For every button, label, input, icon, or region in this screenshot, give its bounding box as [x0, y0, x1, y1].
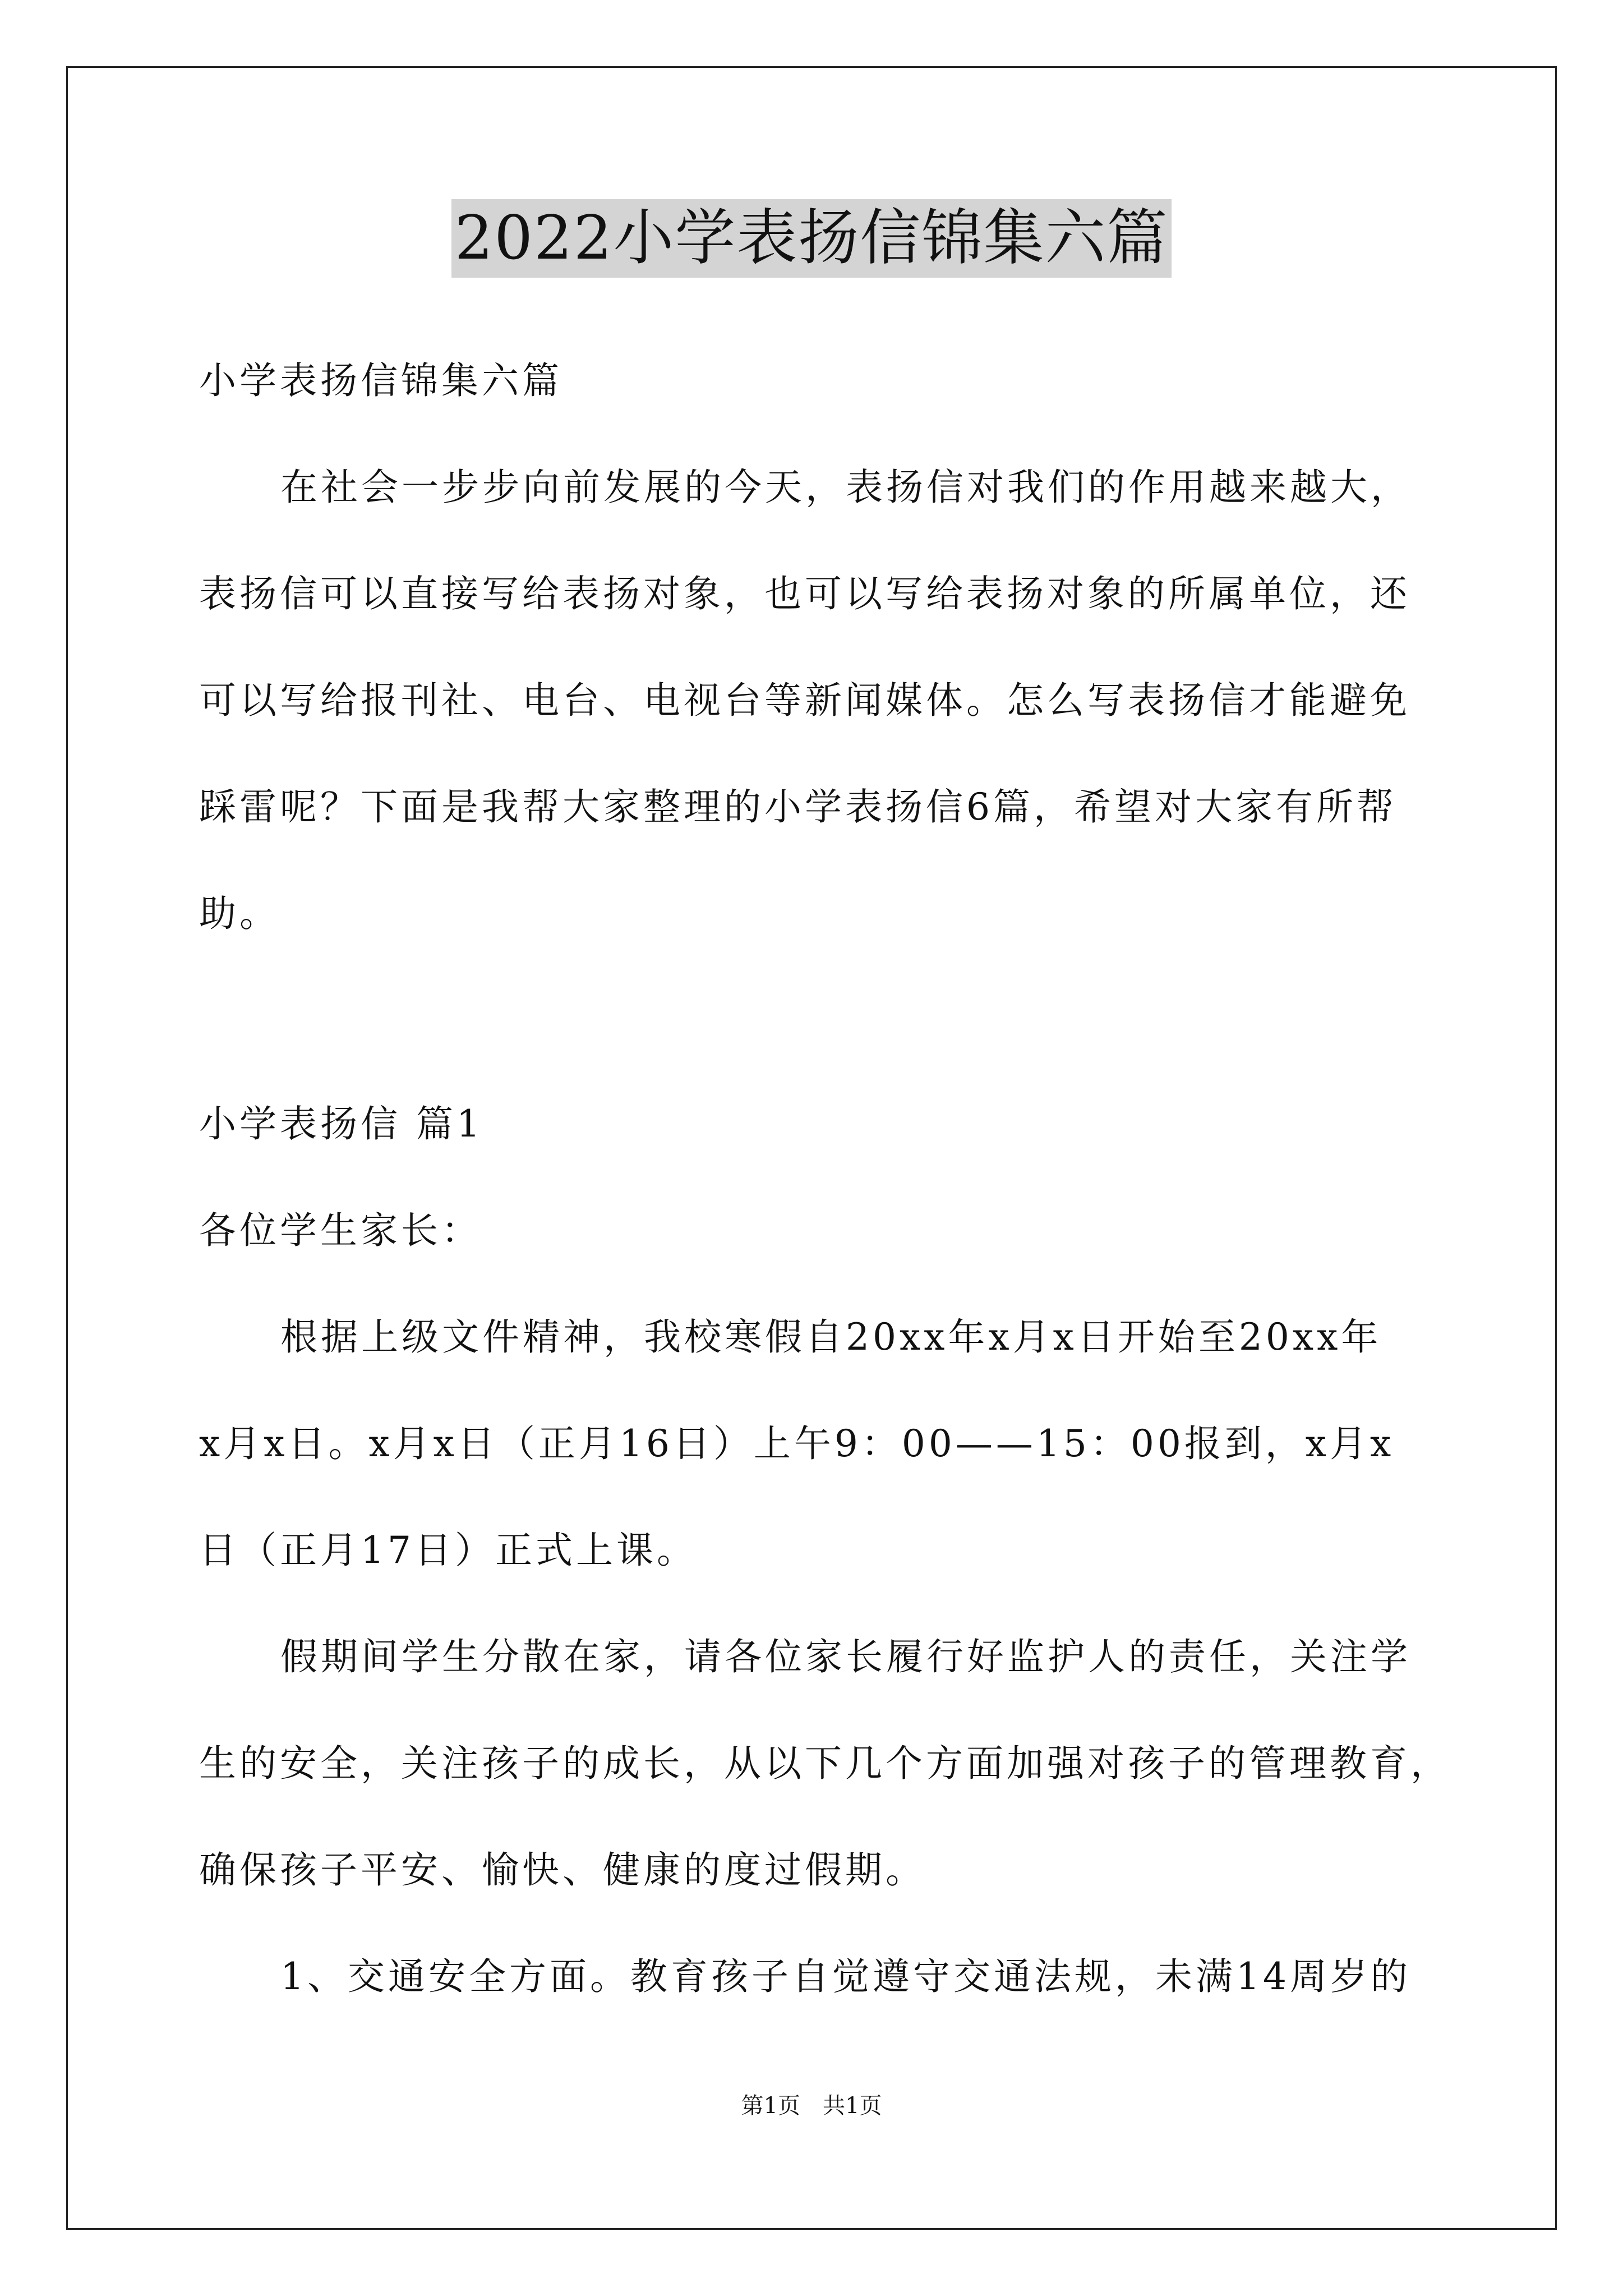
paragraph-line: 助。	[199, 892, 280, 935]
document-title: 2022小学表扬信锦集六篇	[451, 199, 1172, 278]
section-heading: 小学表扬信 篇1	[199, 1102, 483, 1145]
page-footer	[0, 2088, 1623, 2120]
paragraph-line: 表扬信可以直接写给表扬对象，也可以写给表扬对象的所属单位，还	[199, 572, 1410, 615]
page-number: 第1页	[741, 2093, 800, 2119]
paragraph-line: 确保孩子平安、愉快、健康的度过假期。	[199, 1848, 926, 1892]
paragraph-line: 可以写给报刊社、电台、电视台等新闻媒体。怎么写表扬信才能避免	[199, 679, 1410, 722]
paragraph-line: 生的安全，关注孩子的成长，从以下几个方面加强对孩子的管理教育，	[199, 1742, 1451, 1785]
paragraph-line: x月x日。x月x日（正月16日）上午9：00——15：00报到，x月x	[199, 1422, 1395, 1465]
paragraph-line: 1、交通安全方面。教育孩子自觉遵守交通法规，未满14周岁的	[280, 1955, 1411, 1998]
title-container	[0, 199, 1623, 278]
subtitle-line: 小学表扬信锦集六篇	[199, 359, 562, 402]
paragraph-line: 踩雷呢？下面是我帮大家整理的小学表扬信6篇，希望对大家有所帮	[199, 785, 1397, 829]
paragraph-line: 假期间学生分散在家，请各位家长履行好监护人的责任，关注学	[280, 1635, 1411, 1678]
page-total: 共1页	[823, 2093, 882, 2119]
paragraph-line: 在社会一步步向前发展的今天，表扬信对我们的作用越来越大，	[280, 466, 1411, 509]
salutation-line: 各位学生家长：	[199, 1209, 482, 1252]
paragraph-line: 根据上级文件精神，我校寒假自20xx年x月x日开始至20xx年	[280, 1315, 1382, 1359]
paragraph-line: 日（正月17日）正式上课。	[199, 1529, 697, 1572]
